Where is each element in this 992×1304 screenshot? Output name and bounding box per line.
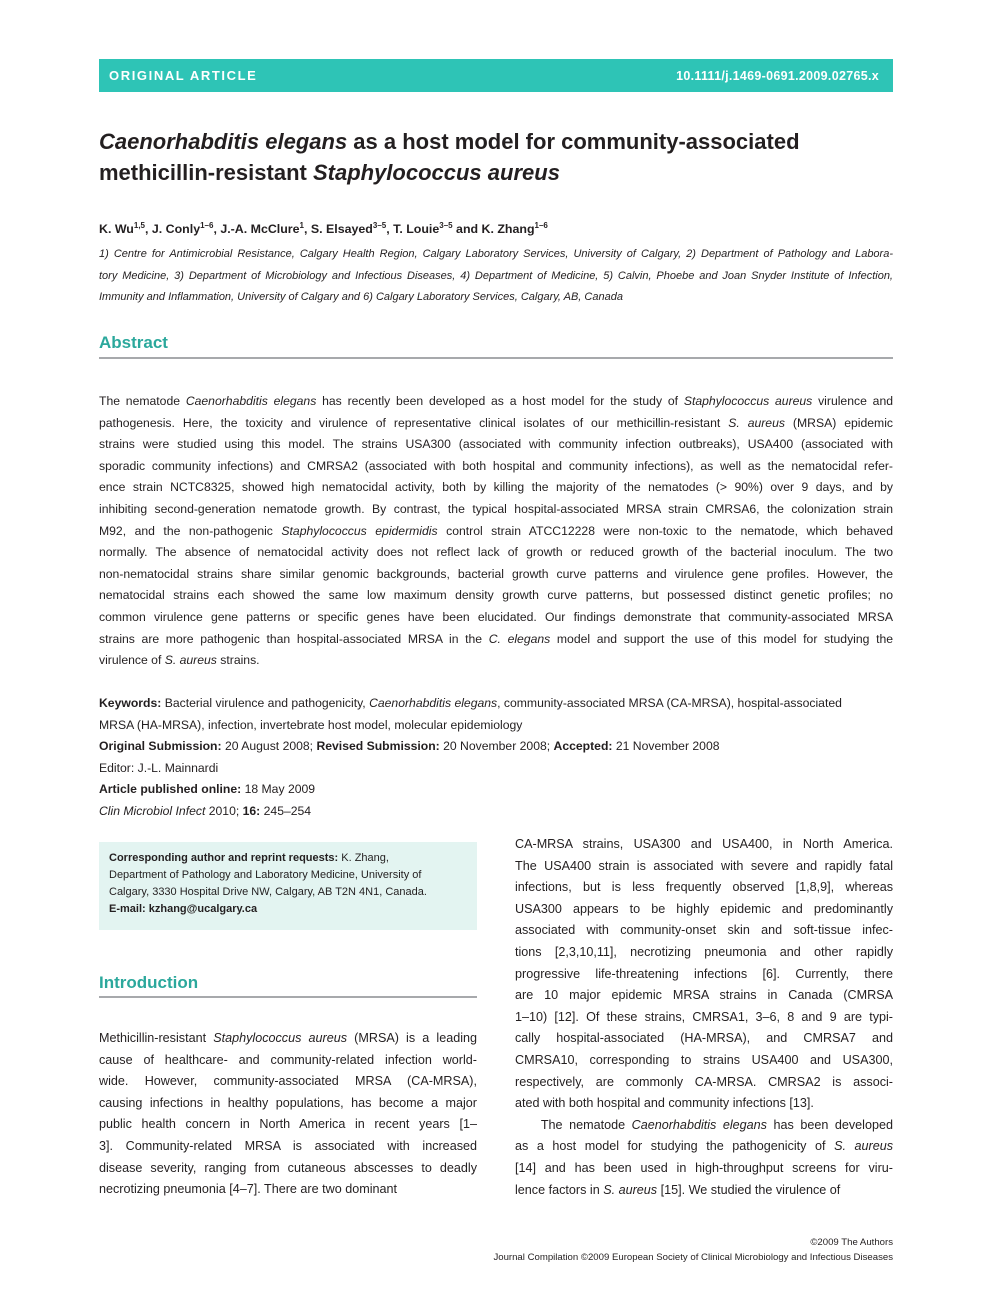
affiliation-line: tory Medicine, 3) Department of Microbiology and Infectious Diseases, 4) Department of Medicine, 5) Calvin, Phoebe and Joan Snyder Institute of Infection,: [99, 269, 893, 282]
text-line: lence factors in S. aureus [15]. We studied the virulence of: [515, 1182, 841, 1197]
article-title: Caenorhabditis elegans as a host model for community-associated methicillin-resistant Staphylococcus aureus: [99, 129, 800, 185]
author-name: J. Conly: [151, 222, 201, 237]
published-online: Article published online: 18 May 2009: [99, 782, 316, 797]
affiliation-line: Immunity and Inflammation, University of Calgary and 6) Calgary Laboratory Services, Calgary, AB, Canada: [99, 291, 623, 303]
title-bacterium: Staphylococcus aureus: [312, 160, 560, 185]
correspondence-label: Corresponding author and reprint requests:: [109, 852, 339, 864]
text-line: tions [2,3,10,11], necrotizing pneumonia and other rapidly: [515, 944, 893, 959]
correspondence-box: Corresponding author and reprint requests: K. Zhang, Department of Pathology and Laboratory Medicine, University of Calgary, 3330 Hospital Drive NW, Calgary, AB T2N 4N1, Canada. E-mail: kzhang@ucalgary.ca: [99, 842, 477, 930]
text-line: strains were studied using this model. The strains USA300 (associated with community infection outbreaks), USA400 (associated with: [99, 437, 893, 452]
affiliation-line: 1) Centre for Antimicrobial Resistance, Calgary Health Region, Calgary Laboratory Services, University of Calgary, 2) Department of Pathology and Labora-: [99, 248, 893, 260]
keywords-cont: MRSA (HA-MRSA), infection, invertebrate host model, molecular epidemiology: [99, 717, 523, 732]
author-affiliation-ref: 1–6: [534, 221, 548, 230]
text-line: cally hospital-associated (HA-MRSA), and CMRSA7 and: [515, 1031, 893, 1046]
email-link[interactable]: kzhang@ucalgary.ca: [145, 903, 258, 915]
author-name: K. Wu: [99, 222, 134, 237]
text-line: The nematode Caenorhabditis elegans has recently been developed as a host model for the study of Staphylococcus aureus virulence and: [99, 394, 894, 408]
text-line: progressive life-threatening infections [6]. Currently, there: [515, 966, 893, 981]
text-line: normally. The absence of nematocidal activity does not reflect lack of growth or reduced growth of the bacterial inoculum. The two: [99, 545, 893, 560]
text-line: CMRSA10, corresponding to strains USA400 and USA300,: [515, 1052, 893, 1067]
submission-dates: Original Submission: 20 August 2008; Revised Submission: 20 November 2008; Accepted: 21 November 2008: [99, 739, 720, 754]
text-line: 1–10) [12]. Of these strains, CMRSA1, 3–6, 8 and 9 are typi-: [515, 1009, 893, 1024]
text-line: USA300 appears to be highly epidemic and predominantly: [515, 901, 893, 916]
doi[interactable]: 10.1111/j.1469-0691.2009.02765.x: [676, 68, 879, 83]
author-name: K. Zhang: [481, 222, 535, 237]
text-line: [14] and has been used in high-throughput screens for viru-: [515, 1160, 893, 1175]
author-list: K. Wu$^{1,5}$, J. Conly$^{1-6}$, J.-A. McClure$^1$, S. Elsayed$^{3-5}$, T. Louie$^{3-5}$ and K. Zhang$^{1-6}$: [99, 221, 548, 237]
author-name: T. Louie: [393, 222, 440, 237]
introduction-heading: Introduction: [99, 973, 199, 992]
abstract-text: [99, 391, 893, 672]
text-line: wide. However, community-associated MRSA (CA-MRSA),: [99, 1074, 477, 1089]
copyright-footer: ©2009 The Authors Journal Compilation ©2009 European Society of Clinical Microbiology and Infectious Diseases: [493, 1237, 893, 1263]
text-line: public health concern in North America in recent years [1–: [99, 1117, 477, 1132]
text-line: sporadic community infections) and CMRSA2 (associated with both hospital and community infections), as well as the nematocidal refer-: [99, 458, 893, 473]
affiliations: [99, 244, 893, 309]
article-type: ORIGINAL ARTICLE: [109, 68, 258, 83]
abstract-divider: [99, 357, 893, 359]
author-affiliation-ref: 3–5: [372, 221, 387, 230]
text-line: disease severity, ranging from cutaneous abscesses to deadly: [99, 1160, 477, 1175]
text-line: M92, and the non-pathogenic Staphylococcus epidermidis control strain ATCC12228 were non-toxic to the nematode, which behaved: [99, 523, 893, 538]
abstract-heading: Abstract: [99, 333, 168, 352]
text-line: causing infections in healthy populations, has become a major: [99, 1095, 477, 1110]
text-line: Methicillin-resistant Staphylococcus aureus (MRSA) is a leading: [99, 1031, 478, 1045]
text-line: inhibiting second-generation nematode growth. By contrast, the typical hospital-associated MRSA strain CMRSA6, the colonization strain: [99, 501, 893, 516]
keywords: Keywords: Bacterial virulence and pathogenicity, Caenorhabditis elegans, community-associated MRSA (CA-MRSA), hospital-associated: [99, 696, 842, 710]
text-line: 3]. Community-related MRSA is associated with increased: [99, 1138, 477, 1153]
article-metadata: [99, 693, 893, 823]
text-line: ence strain NCTC8325, showed high nematocidal activity, both by killing the majority of the nematodes (> 90%) over 9 days, and by: [99, 480, 893, 495]
author-affiliation-ref: 3–5: [439, 221, 453, 230]
text-line: necrotizing pneumonia [4–7]. There are two dominant: [99, 1182, 398, 1197]
text-line: cause of healthcare- and community-related infection world-: [99, 1052, 477, 1067]
text-line: non-nematocidal strains share similar genomic backgrounds, bacterial growth curve patterns and virulence gene profiles. However, the: [99, 566, 893, 581]
text-line: CA-MRSA strains, USA300 and USA400, in North America.: [515, 837, 893, 851]
text-line: pathogenesis. Here, the toxicity and virulence of representative clinical isolates of our methicillin-resistant S. aureus (MRSA) epidemic: [99, 415, 893, 430]
intro-right-column: [515, 834, 893, 1201]
text-line: ated with both hospital and community infections [13].: [515, 1096, 814, 1111]
text-line: associated with community-onset skin and soft-tissue infec-: [515, 923, 893, 938]
text-line: are 10 major epidemic MRSA strains in Canada (CMRSA: [515, 988, 893, 1003]
text-line: virulence of S. aureus strains.: [99, 653, 260, 668]
intro-left-column: [99, 1028, 477, 1201]
text-line: The nematode Caenorhabditis elegans has been developed: [515, 1117, 893, 1132]
editor: Editor: J.-L. Mainnardi: [99, 760, 219, 775]
text-line: The USA400 strain is associated with severe and rapidly fatal: [515, 858, 893, 873]
text-line: respectively, are commonly CA-MRSA. CMRSA2 is associ-: [515, 1074, 893, 1089]
author-affiliation-ref: 1,5: [133, 221, 145, 230]
text-line: infections, but is less frequently observed [1,8,9], whereas: [515, 880, 893, 895]
text-line: common virulence gene patterns or specific genes have been elucidated. Our findings demonstrate that community-associated MRSA: [99, 609, 893, 624]
citation: Clin Microbiol Infect 2010; 16: 245–254: [99, 803, 312, 818]
text-line: as a host model for studying the pathogenicity of S. aureus: [515, 1139, 894, 1154]
text-line: strains are more pathogenic than hospital-associated MRSA in the C. elegans model and support the use of this model for studying the: [99, 631, 894, 646]
author-affiliation-ref: 1–6: [200, 221, 214, 230]
text-line: nematocidal strains each showed the same low maximum density growth curve patterns, but possessed distinct genetic profiles; no: [99, 588, 893, 603]
author-name: J.-A. McClure: [220, 222, 300, 237]
author-affiliation-ref: 1: [299, 221, 304, 230]
introduction-divider: [99, 996, 477, 998]
author-name: S. Elsayed: [310, 222, 373, 237]
article-header-bar: [99, 59, 893, 92]
title-organism: Caenorhabditis elegans: [99, 129, 348, 154]
